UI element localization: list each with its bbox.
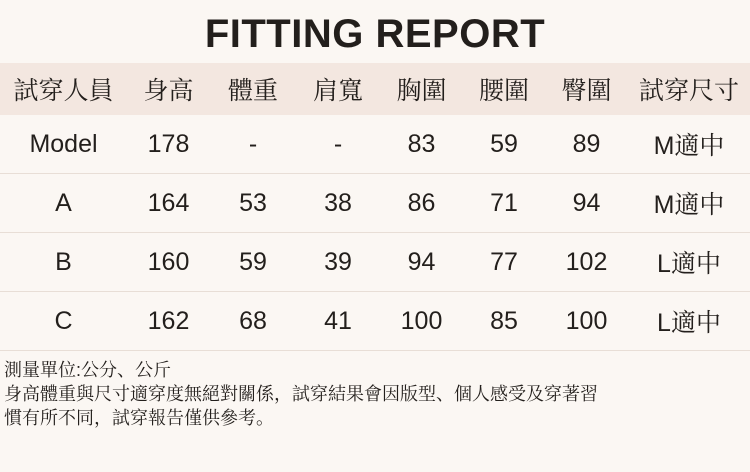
cell-bust: 100 — [380, 292, 463, 351]
column-header-height: 身高 — [127, 63, 210, 115]
cell-waist: 85 — [463, 292, 545, 351]
table-row — [0, 115, 750, 174]
cell-weight: 53 — [210, 174, 296, 233]
cell-shoulder: - — [296, 115, 380, 174]
cell-hip: 89 — [545, 115, 628, 174]
cell-shoulder: 38 — [296, 174, 380, 233]
cell-weight: 68 — [210, 292, 296, 351]
column-header-person: 試穿人員 — [0, 63, 127, 115]
table-row — [0, 292, 750, 351]
cell-waist: 71 — [463, 174, 545, 233]
cell-size: L適中 — [628, 292, 750, 351]
cell-bust: 94 — [380, 233, 463, 292]
cell-bust: 83 — [380, 115, 463, 174]
table-header-row — [0, 63, 750, 115]
cell-bust: 86 — [380, 174, 463, 233]
cell-height: 160 — [127, 233, 210, 292]
cell-hip: 94 — [545, 174, 628, 233]
cell-person: Model — [0, 115, 127, 174]
cell-size: M適中 — [628, 174, 750, 233]
measurement-notes — [0, 351, 750, 430]
cell-height: 164 — [127, 174, 210, 233]
cell-size: M適中 — [628, 115, 750, 174]
cell-height: 162 — [127, 292, 210, 351]
cell-person: A — [0, 174, 127, 233]
table-row — [0, 174, 750, 233]
cell-person: B — [0, 233, 127, 292]
cell-hip: 100 — [545, 292, 628, 351]
column-header-bust: 胸圍 — [380, 63, 463, 115]
column-header-size: 試穿尺寸 — [628, 63, 750, 115]
cell-hip: 102 — [545, 233, 628, 292]
cell-waist: 59 — [463, 115, 545, 174]
cell-size: L適中 — [628, 233, 750, 292]
note-line-disclaimer-2: 慣有所不同，試穿報告僅供參考。 — [4, 407, 274, 428]
note-line-disclaimer-1: 身高體重與尺寸適穿度無絕對關係，試穿結果會因版型、個人感受及穿著習 — [4, 383, 598, 404]
cell-waist: 77 — [463, 233, 545, 292]
cell-height: 178 — [127, 115, 210, 174]
table-row — [0, 233, 750, 292]
fitting-report-table — [0, 63, 750, 351]
column-header-hip: 臀圍 — [545, 63, 628, 115]
cell-shoulder: 39 — [296, 233, 380, 292]
column-header-shoulder: 肩寬 — [296, 63, 380, 115]
cell-weight: - — [210, 115, 296, 174]
cell-weight: 59 — [210, 233, 296, 292]
column-header-weight: 體重 — [210, 63, 296, 115]
page-title: FITTING REPORT — [204, 12, 546, 56]
note-line-units: 測量單位:公分、公斤 — [4, 360, 172, 380]
column-header-waist: 腰圍 — [463, 63, 545, 115]
cell-shoulder: 41 — [296, 292, 380, 351]
cell-person: C — [0, 292, 127, 351]
